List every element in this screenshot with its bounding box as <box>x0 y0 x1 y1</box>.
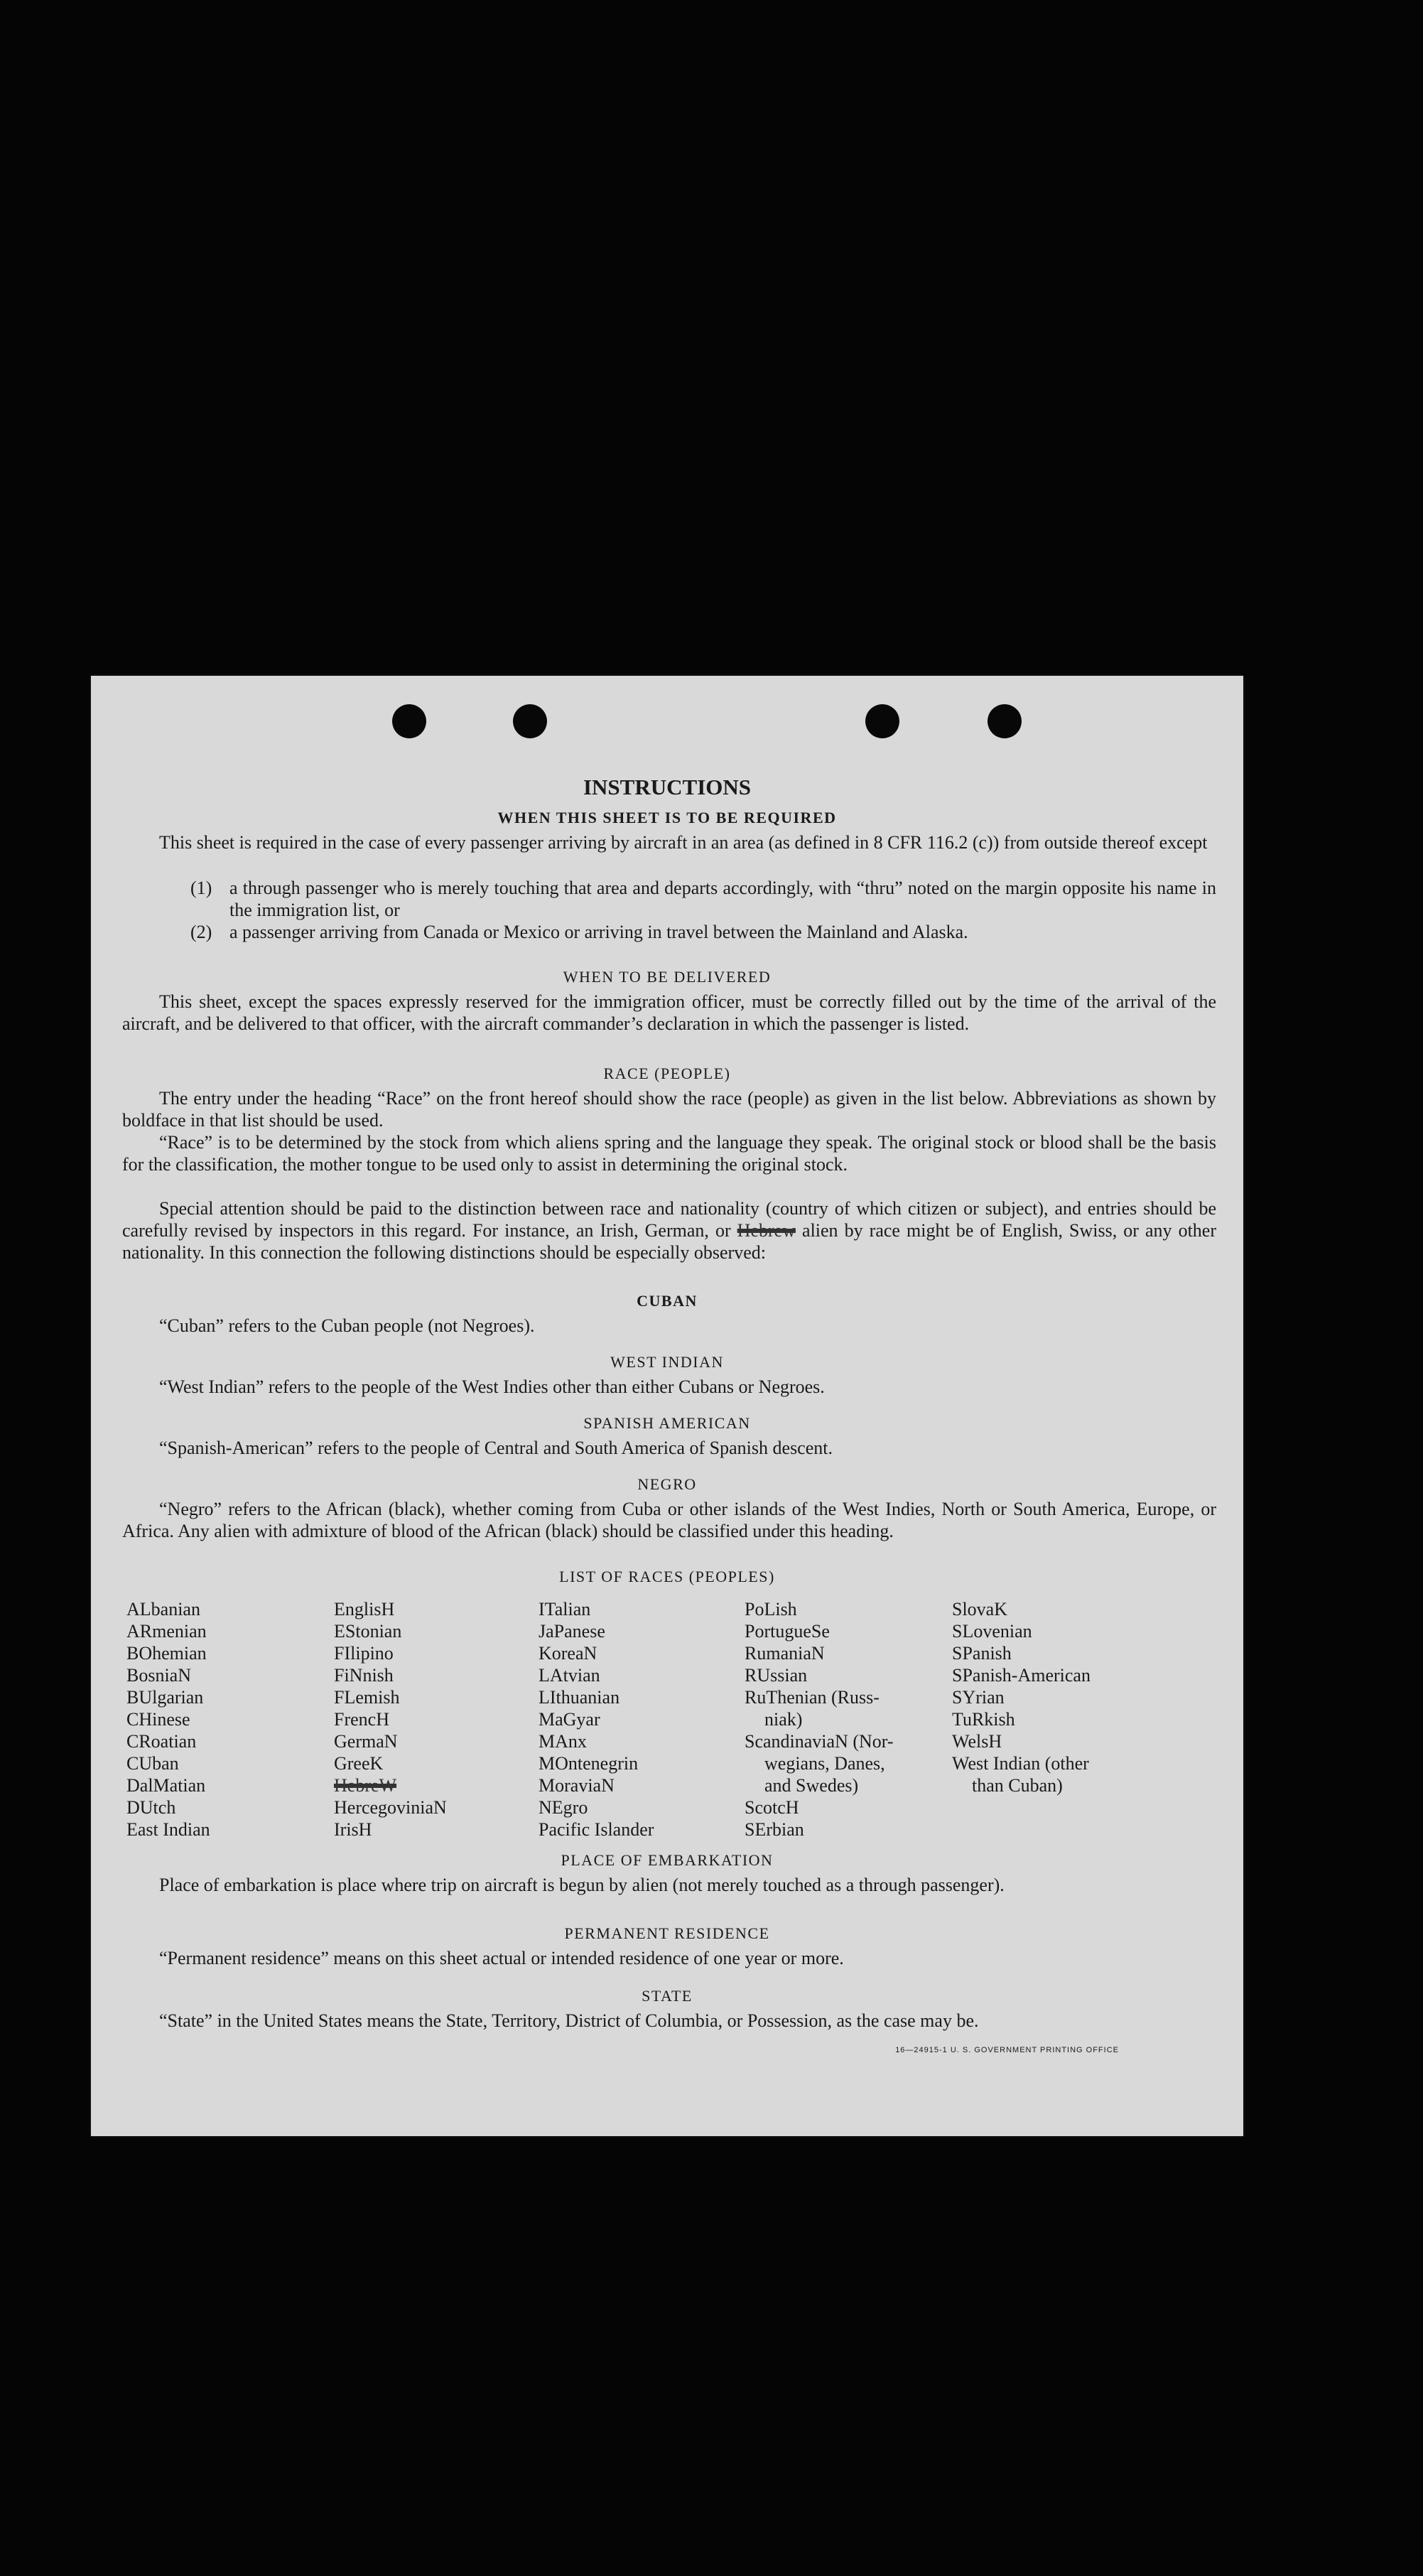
exception-item <box>190 877 1216 921</box>
race-column <box>126 1598 210 1841</box>
race-entry: FIlipino <box>334 1643 394 1664</box>
race-entry-continuation: wegians, Danes, <box>764 1753 885 1774</box>
race-entry: PoLish <box>745 1599 797 1620</box>
race-entry: NEgro <box>539 1797 588 1818</box>
exception-text: a through passenger who is merely touching that area and departs accordingly, with “thru” noted on the margin opposite his name in the immigration list, or <box>229 878 1216 920</box>
cuban-text: “Cuban” refers to the Cuban people (not Negroes). <box>159 1315 535 1336</box>
printing-office-code: 16—24915-1 U. S. GOVERNMENT PRINTING OFFICE <box>895 2046 1119 2054</box>
race-paragraph-1: The entry under the heading “Race” on the front hereof should show the race (people) as given in the list below. Abbreviations as shown by boldface in that list should be used. <box>122 1088 1216 1131</box>
heading-spanish-american: SPANISH AMERICAN <box>583 1414 751 1432</box>
instruction-sheet <box>91 676 1243 2136</box>
race-entry: BOhemian <box>126 1643 207 1664</box>
heading-race: RACE (PEOPLE) <box>603 1065 731 1082</box>
west-indian-text: “West Indian” refers to the people of the West Indies other than either Cubans or Negroes. <box>159 1376 825 1397</box>
race-entry: CUban <box>126 1753 179 1774</box>
race-entry-struck: HebreW <box>334 1775 397 1796</box>
exception-number: (1) <box>190 878 212 898</box>
race-entry-continuation: and Swedes) <box>764 1775 859 1796</box>
race-entry: LAtvian <box>539 1665 600 1686</box>
race-column <box>952 1598 1091 1796</box>
race-entry: GermaN <box>334 1731 398 1752</box>
heading-place-of-embarkation: PLACE OF EMBARKATION <box>561 1851 774 1869</box>
race-entry: RUssian <box>745 1665 808 1686</box>
spanish-american-text: “Spanish-American” refers to the people of Central and South America of Spanish descent. <box>159 1438 833 1458</box>
race-entry: BUlgarian <box>126 1687 204 1708</box>
race-entry: SPanish-American <box>952 1665 1091 1686</box>
heading-cuban: CUBAN <box>637 1292 698 1310</box>
race-entry: ScandinaviaN (Nor- <box>745 1731 894 1752</box>
race-entry: IrisH <box>334 1819 372 1840</box>
punch-hole <box>392 704 426 738</box>
delivered-text: This sheet, except the spaces expressly reserved for the immigration officer, must be correctly filled out by the time of the arrival of the aircraft, and be delivered to that officer, with the aircraft commander’s declaration in which the passenger is listed. <box>122 991 1216 1034</box>
heading-negro: NEGRO <box>637 1475 697 1493</box>
race-entry: EStonian <box>334 1621 402 1642</box>
race-entry: ScotcH <box>745 1797 799 1818</box>
exception-text: a passenger arriving from Canada or Mexico or arriving in travel between the Mainland and Alaska. <box>229 922 968 942</box>
race-entry-continuation: than Cuban) <box>972 1775 1063 1796</box>
page-title: INSTRUCTIONS <box>583 775 751 799</box>
race-entry: KoreaN <box>539 1643 597 1664</box>
exception-number: (2) <box>190 922 212 942</box>
race-entry-continuation: niak) <box>764 1709 803 1730</box>
negro-text: “Negro” refers to the African (black), whether coming from Cuba or other islands of the West Indies, North or South America, Europe, or Africa. Any alien with admixture of blood of the African (black) should be classified under this heading. <box>122 1499 1216 1541</box>
exception-item <box>190 921 1216 943</box>
race-entry: WelsH <box>952 1731 1002 1752</box>
race-p3-part-b: alien by race might be of English, Swiss, or any other nationality. In this connection the following distinctions should be especially observed: <box>122 1220 1216 1263</box>
race-entry: MoraviaN <box>539 1775 615 1796</box>
race-entry: CRoatian <box>126 1731 197 1752</box>
race-entry: SPanish <box>952 1643 1012 1664</box>
race-entry: GreeK <box>334 1753 384 1774</box>
race-entry: ARmenian <box>126 1621 207 1642</box>
heading-west-indian: WEST INDIAN <box>610 1353 724 1371</box>
race-entry: FrencH <box>334 1709 389 1730</box>
race-entry: MaGyar <box>539 1709 600 1730</box>
race-entry: CHinese <box>126 1709 190 1730</box>
residence-text: “Permanent residence” means on this sheet actual or intended residence of one year or more. <box>159 1948 844 1968</box>
heading-when-delivered: WHEN TO BE DELIVERED <box>563 968 772 986</box>
race-column <box>334 1598 447 1841</box>
race-entry: FLemish <box>334 1687 400 1708</box>
heading-permanent-residence: PERMANENT RESIDENCE <box>564 1924 770 1942</box>
state-text: “State” in the United States means the State, Territory, District of Columbia, or Possession, as the case may be. <box>159 2010 979 2031</box>
heading-when-required: WHEN THIS SHEET IS TO BE REQUIRED <box>497 809 837 826</box>
race-entry: FiNnish <box>334 1665 394 1686</box>
race-entry: ITalian <box>539 1599 591 1620</box>
race-p3-part-a: Special attention should be paid to the distinction between race and nationality (country of which citizen or subject), and entries should be carefully revised by inspectors in this regard. For instance, an Irish, German, or <box>122 1198 1216 1241</box>
punch-hole <box>865 704 899 738</box>
race-entry: DUtch <box>126 1797 176 1818</box>
embarkation-text: Place of embarkation is place where trip on aircraft is begun by alien (not merely touched as a through passenger). <box>159 1875 1005 1895</box>
race-entry: RumaniaN <box>745 1643 825 1664</box>
race-entry: SErbian <box>745 1819 804 1840</box>
required-intro: This sheet is required in the case of every passenger arriving by aircraft in an area (as defined in 8 CFR 116.2 (c)) from outside thereof except <box>159 832 1208 853</box>
race-entry: BosniaN <box>126 1665 191 1686</box>
race-entry: MAnx <box>539 1731 587 1752</box>
race-entry: SlovaK <box>952 1599 1007 1620</box>
race-entry: EnglisH <box>334 1599 395 1620</box>
heading-list-of-races: LIST OF RACES (PEOPLES) <box>559 1568 775 1585</box>
race-entry: HercegoviniaN <box>334 1797 447 1818</box>
race-entry: DalMatian <box>126 1775 206 1796</box>
race-paragraph-3 <box>122 1197 1216 1263</box>
race-entry: TuRkish <box>952 1709 1015 1730</box>
race-entry: RuThenian (Russ- <box>745 1687 880 1708</box>
race-column <box>539 1598 654 1841</box>
race-entry: West Indian (other <box>952 1753 1089 1774</box>
punch-hole <box>988 704 1022 738</box>
race-entry: SLovenian <box>952 1621 1032 1642</box>
race-entry: ALbanian <box>126 1599 200 1620</box>
race-paragraph-2: “Race” is to be determined by the stock from which aliens spring and the language they speak. The original stock or blood shall be the basis for the classification, the mother tongue to be used only to assist in determining the original stock. <box>122 1132 1216 1175</box>
heading-state: STATE <box>642 1987 693 2005</box>
race-entry: PortugueSe <box>745 1621 830 1642</box>
race-entry: Pacific Islander <box>539 1819 654 1840</box>
race-entry: JaPanese <box>539 1621 605 1642</box>
race-entry: LIthuanian <box>539 1687 620 1708</box>
punch-hole <box>513 704 547 738</box>
race-entry: MOntenegrin <box>539 1753 639 1774</box>
race-list <box>126 1598 1221 1850</box>
race-column <box>745 1598 894 1841</box>
race-entry: SYrian <box>952 1687 1005 1708</box>
struck-word: Hebrew <box>737 1220 796 1241</box>
race-entry: East Indian <box>126 1819 210 1840</box>
